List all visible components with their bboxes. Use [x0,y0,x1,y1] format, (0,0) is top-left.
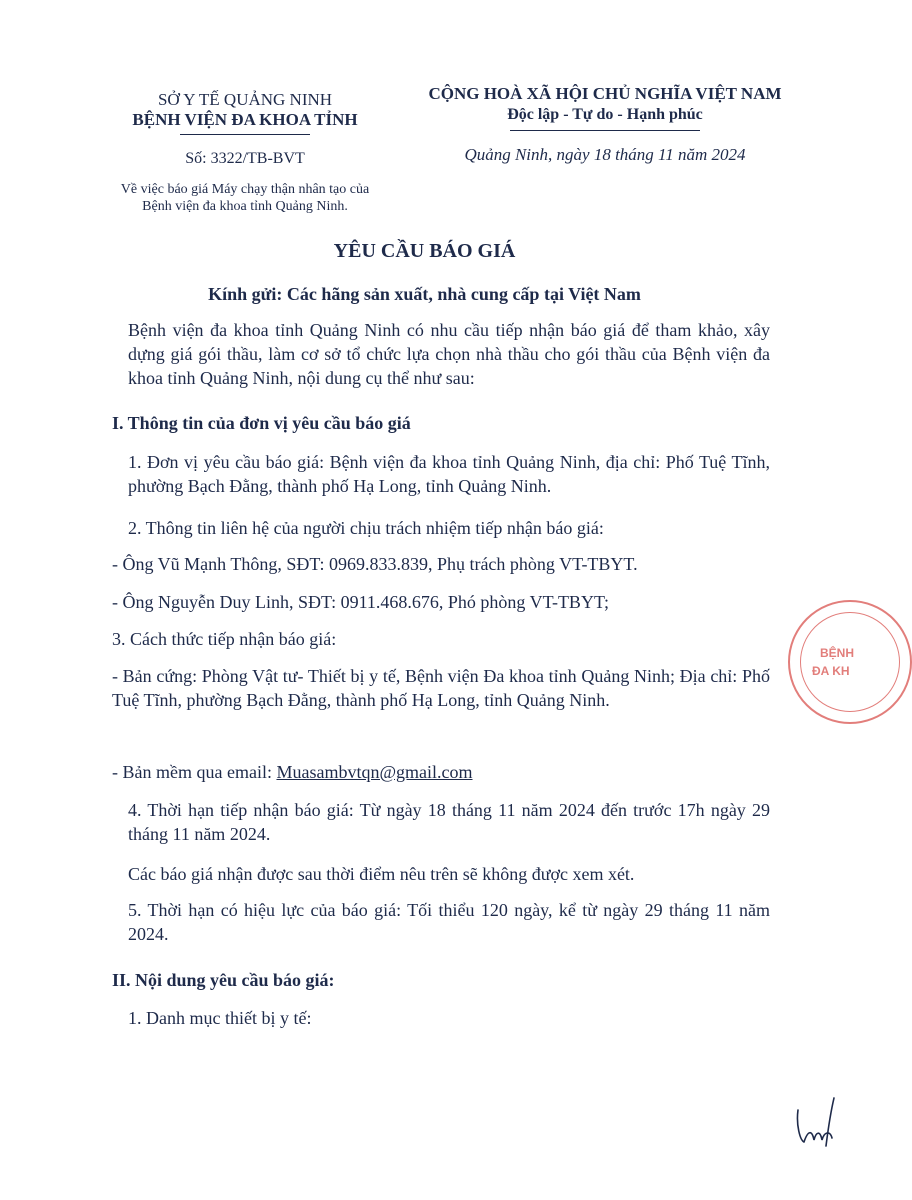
hospital-name: BỆNH VIỆN ĐA KHOA TỈNH [132,110,358,129]
stamp-text-line-1: BỆNH [820,646,855,660]
initials-signature [790,1090,845,1150]
section-1-item-2: 2. Thông tin liên hệ của người chịu trách nhiệm tiếp nhận báo giá: [128,518,604,538]
official-stamp [788,600,912,724]
email-link[interactable]: Muasambvtqn@gmail.com [276,762,473,782]
stamp-inner-ring [800,612,900,712]
intro-text: Bệnh viện đa khoa tỉnh Quảng Ninh có nhu cầu tiếp nhận báo giá để tham khảo, xây dựng giá gói thầu, làm cơ sở tổ chức lựa chọn nhà thầu cho gói thầu của Bệnh viện đa khoa tỉnh Quảng Ninh, nội dung cụ thể như sau: [128,320,770,388]
section-1-item-1: 1. Đơn vị yêu cầu báo giá: Bệnh viện đa khoa tỉnh Quảng Ninh, địa chỉ: Phố Tuệ Tĩnh, phường Bạch Đằng, thành phố Hạ Long, tỉnh Quảng Ninh. [128,452,770,496]
contact-2: - Ông Nguyễn Duy Linh, SĐT: 0911.468.676, Phó phòng VT-TBYT; [112,592,609,612]
subject-line-1: Về việc báo giá Máy chạy thận nhân tạo của [120,182,370,197]
section-2-heading: II. Nội dung yêu cầu báo giá: [112,970,335,990]
department-name: SỞ Y TẾ QUẢNG NINH [157,90,333,109]
soft-copy-label: - Bản mềm qua email: [112,762,277,782]
hospital-underline [180,134,310,135]
national-motto: Độc lập - Tự do - Hạnh phúc [507,106,703,123]
recipient-line: Kính gửi: Các hãng sản xuất, nhà cung cấp tại Việt Nam [208,284,641,304]
soft-copy-info [112,760,772,784]
hard-copy-info: - Bản cứng: Phòng Vật tư- Thiết bị y tế, Bệnh viện Đa khoa tỉnh Quảng Ninh; Địa chỉ: Phố Tuệ Tĩnh, phường Bạch Đằng, thành phố Hạ Long, tỉnh Quảng Ninh. [112,666,770,710]
section-1-item-5: 5. Thời hạn có hiệu lực của báo giá: Tối thiểu 120 ngày, kể từ ngày 29 tháng 11 năm 2024. [128,900,770,944]
country-name: CỘNG HOÀ XÃ HỘI CHỦ NGHĨA VIỆT NAM [428,84,782,103]
motto-underline [510,130,700,131]
late-quote-note: Các báo giá nhận được sau thời điểm nêu trên sẽ không được xem xét. [128,864,635,884]
contact-1: - Ông Vũ Mạnh Thông, SĐT: 0969.833.839, Phụ trách phòng VT-TBYT. [112,554,638,574]
document-number: Số: 3322/TB-BVT [185,150,305,167]
stamp-text-line-2: ĐA KH [812,664,850,678]
section-1-item-3: 3. Cách thức tiếp nhận báo giá: [112,629,337,649]
document-title: YÊU CẦU BÁO GIÁ [333,240,516,262]
section-2-item-1: 1. Danh mục thiết bị y tế: [128,1008,312,1028]
section-1-heading: I. Thông tin của đơn vị yêu cầu báo giá [112,413,411,433]
subject-line-2: Bệnh viện đa khoa tỉnh Quảng Ninh. [142,199,348,214]
section-1-item-4: 4. Thời hạn tiếp nhận báo giá: Từ ngày 18 tháng 11 năm 2024 đến trước 17h ngày 29 tháng 11 năm 2024. [128,800,770,844]
place-date: Quảng Ninh, ngày 18 tháng 11 năm 2024 [464,145,746,164]
intro-paragraph [128,318,770,390]
